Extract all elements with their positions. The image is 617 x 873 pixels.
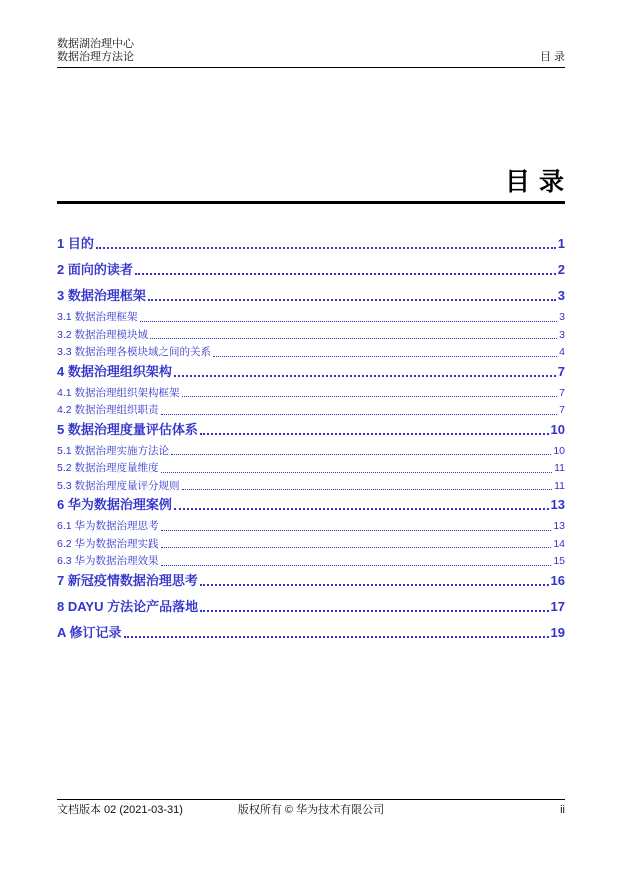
toc-entry[interactable]	[57, 536, 565, 554]
toc-entry-label: 2 面向的读者	[57, 262, 133, 277]
toc-entry[interactable]	[57, 344, 565, 362]
toc-entry-page-number: 11	[554, 462, 565, 474]
toc-entry-label: 3.1 数据治理框架	[57, 311, 138, 323]
toc-entry-page-number: 7	[559, 404, 565, 416]
toc-leader-dots	[161, 547, 552, 548]
toc-title-block	[57, 168, 565, 204]
toc-leader-dots	[148, 299, 556, 301]
toc-leader-dots	[161, 414, 558, 415]
toc-entry[interactable]	[57, 263, 565, 277]
toc-entry-label: 5.2 数据治理度量维度	[57, 462, 159, 474]
toc-entry[interactable]	[57, 574, 565, 588]
toc-leader-dots	[213, 356, 557, 357]
toc-entry[interactable]	[57, 460, 565, 478]
toc-entry[interactable]	[57, 498, 565, 512]
toc-entry-page-number: 19	[550, 624, 565, 640]
toc-entry-page-number: 13	[553, 520, 565, 532]
toc-entry[interactable]	[57, 626, 565, 640]
toc-leader-dots	[140, 321, 558, 322]
footer-page-number: ii	[560, 804, 565, 816]
toc-entry-label: 5 数据治理度量评估体系	[57, 421, 198, 437]
toc-entry-label: 4.2 数据治理组织职责	[57, 404, 159, 416]
toc-entry-page-number: 2	[557, 262, 565, 277]
toc-leader-dots	[174, 508, 549, 510]
toc-leader-dots	[161, 565, 552, 566]
toc-entry-label: A 修订记录	[57, 624, 122, 640]
toc-entry[interactable]	[57, 327, 565, 345]
toc-entry-label: 4 数据治理组织架构	[57, 363, 172, 379]
toc-entry[interactable]	[57, 385, 565, 403]
toc-entry-page-number: 16	[550, 572, 565, 588]
toc-entry-label: 6.2 华为数据治理实践	[57, 537, 159, 550]
toc-entry-page-number: 10	[550, 421, 565, 437]
toc-leader-dots	[171, 454, 551, 455]
toc-entry[interactable]	[57, 553, 565, 571]
header-doc-title: 数据治理方法论	[57, 51, 134, 63]
toc-entry-label: 3.2 数据治理模块域	[57, 328, 149, 341]
toc-entry-page-number: 17	[550, 598, 565, 614]
page-header	[57, 38, 565, 68]
toc-entry-page-number: 10	[553, 444, 565, 457]
toc-entry[interactable]	[57, 365, 565, 379]
toc-leader-dots	[161, 472, 553, 473]
toc-leader-dots	[182, 396, 558, 397]
toc-entry[interactable]	[57, 309, 565, 327]
toc-entry-label: 4.1 数据治理组织架构框架	[57, 386, 180, 399]
toc-leader-dots	[96, 247, 556, 249]
toc-entry-page-number: 4	[559, 346, 565, 358]
toc-entry[interactable]	[57, 600, 565, 614]
toc-entry-page-number: 11	[554, 479, 565, 492]
toc-entry[interactable]	[57, 402, 565, 420]
toc-leader-dots	[135, 273, 556, 275]
toc-entry-page-number: 14	[553, 537, 565, 550]
toc-leader-dots	[124, 636, 549, 638]
toc-entry[interactable]	[57, 237, 565, 251]
footer-copyright: 版权所有 © 华为技术有限公司	[237, 804, 385, 816]
toc-entry-label: 5.1 数据治理实施方法论	[57, 444, 170, 457]
toc-leader-dots	[150, 338, 557, 339]
footer-document-version: 文档版本 02 (2021-03-31)	[57, 804, 183, 816]
toc-leader-dots	[161, 530, 552, 531]
toc-entry-page-number: 13	[550, 497, 565, 512]
toc-entry-page-number: 3	[559, 328, 565, 341]
page-footer	[57, 799, 565, 817]
toc-entry-label: 1 目的	[57, 236, 94, 251]
toc-entry[interactable]	[57, 423, 565, 437]
toc-entry-page-number: 3	[557, 288, 565, 303]
toc-leader-dots	[182, 489, 553, 490]
toc-leader-dots	[200, 584, 549, 586]
toc-entry-label: 6.3 华为数据治理效果	[57, 555, 159, 567]
toc-list	[57, 237, 565, 640]
toc-entry-label: 3.3 数据治理各模块域之间的关系	[57, 346, 212, 358]
toc-leader-dots	[200, 433, 549, 435]
toc-entry-page-number: 7	[559, 386, 565, 399]
toc-entry-label: 6 华为数据治理案例	[57, 497, 172, 512]
toc-entry-label: 3 数据治理框架	[57, 288, 146, 303]
toc-entry-page-number: 1	[557, 236, 565, 251]
toc-entry-label: 8 DAYU 方法论产品落地	[57, 598, 199, 614]
toc-entry-page-number: 7	[557, 363, 565, 379]
toc-entry-page-number: 15	[553, 555, 565, 567]
toc-entry[interactable]	[57, 289, 565, 303]
toc-entry[interactable]	[57, 478, 565, 496]
toc-entry-page-number: 3	[559, 311, 565, 323]
toc-leader-dots	[200, 610, 548, 612]
toc-title: 目 录	[505, 168, 565, 196]
header-product-name: 数据湖治理中心	[57, 38, 134, 50]
toc-entry[interactable]	[57, 443, 565, 461]
toc-entry[interactable]	[57, 518, 565, 536]
header-section-label: 目 录	[539, 51, 565, 63]
toc-entry-label: 5.3 数据治理度量评分规则	[57, 479, 180, 492]
toc-entry-label: 6.1 华为数据治理思考	[57, 520, 159, 532]
toc-entry-label: 7 新冠疫情数据治理思考	[57, 572, 198, 588]
toc-leader-dots	[174, 375, 556, 377]
